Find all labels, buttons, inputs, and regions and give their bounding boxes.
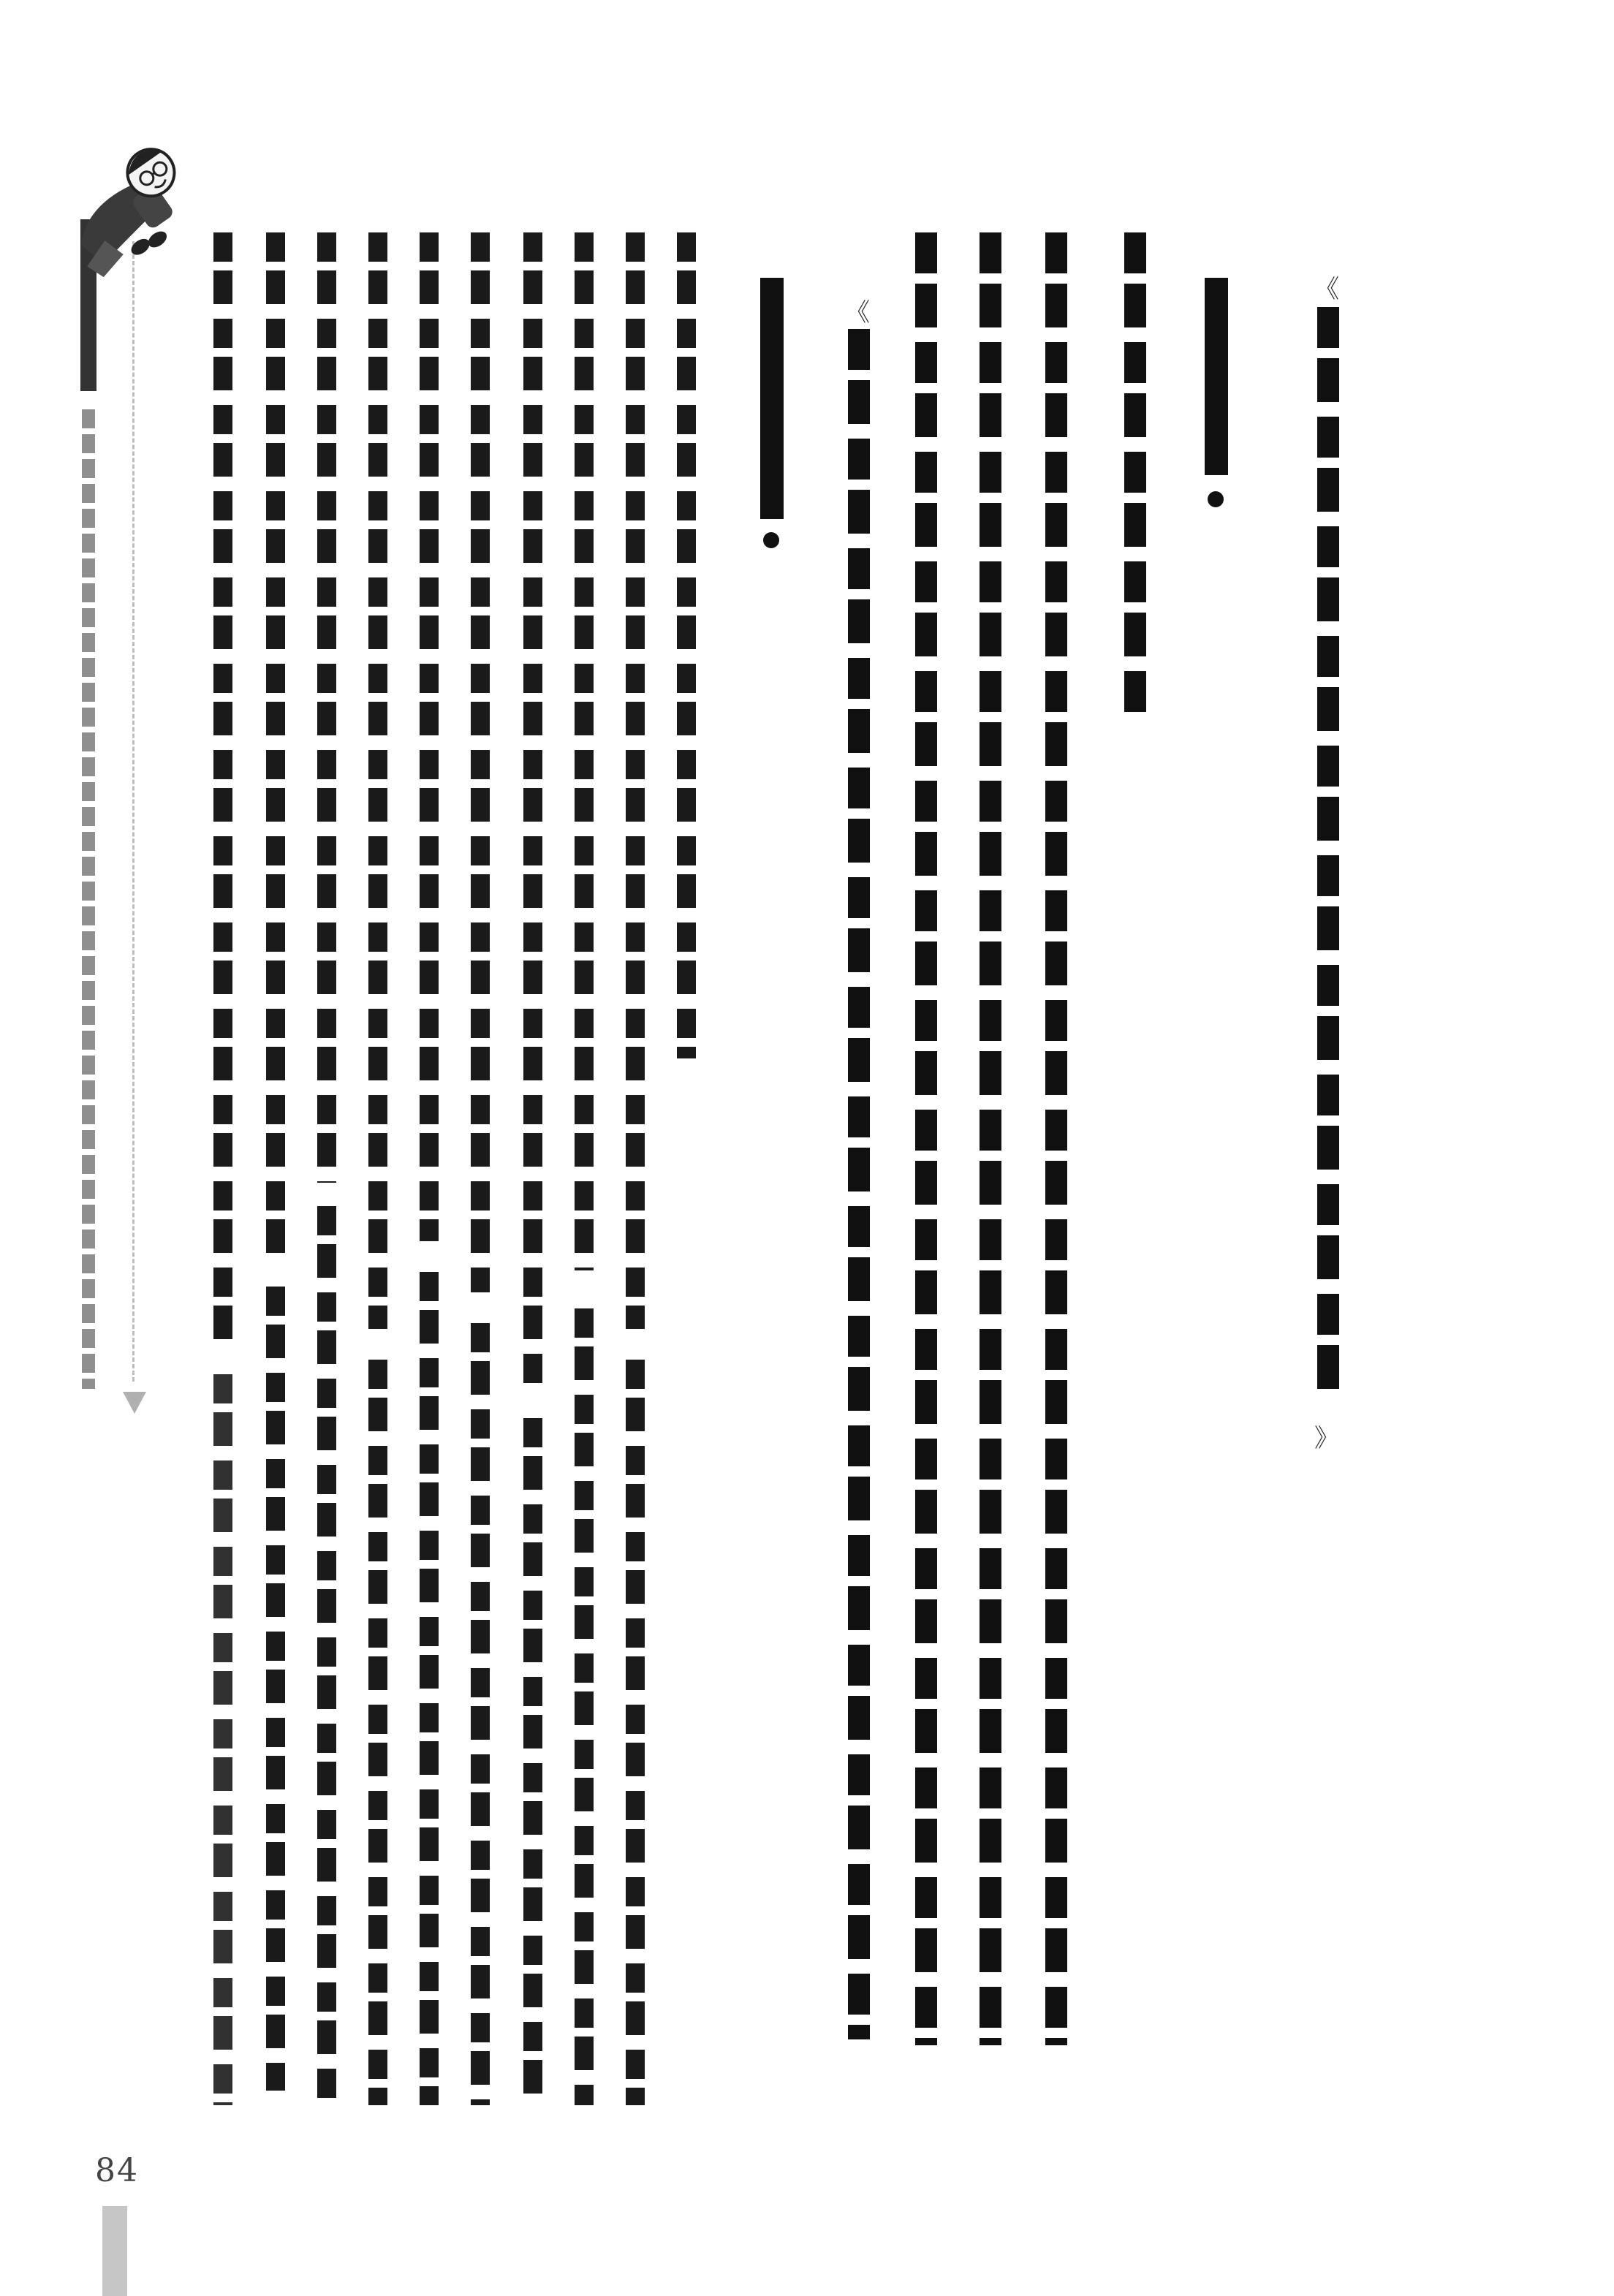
header-divider xyxy=(132,241,134,1382)
page-edge-tab xyxy=(102,2206,127,2296)
mascot-illustration xyxy=(44,124,205,285)
page-number: 84 xyxy=(95,2152,139,2189)
running-header-text xyxy=(82,409,95,1389)
header-arrow-icon xyxy=(123,1392,146,1414)
document-page: 《 《 》 84 xyxy=(0,0,1614,2296)
running-header xyxy=(60,219,118,1403)
